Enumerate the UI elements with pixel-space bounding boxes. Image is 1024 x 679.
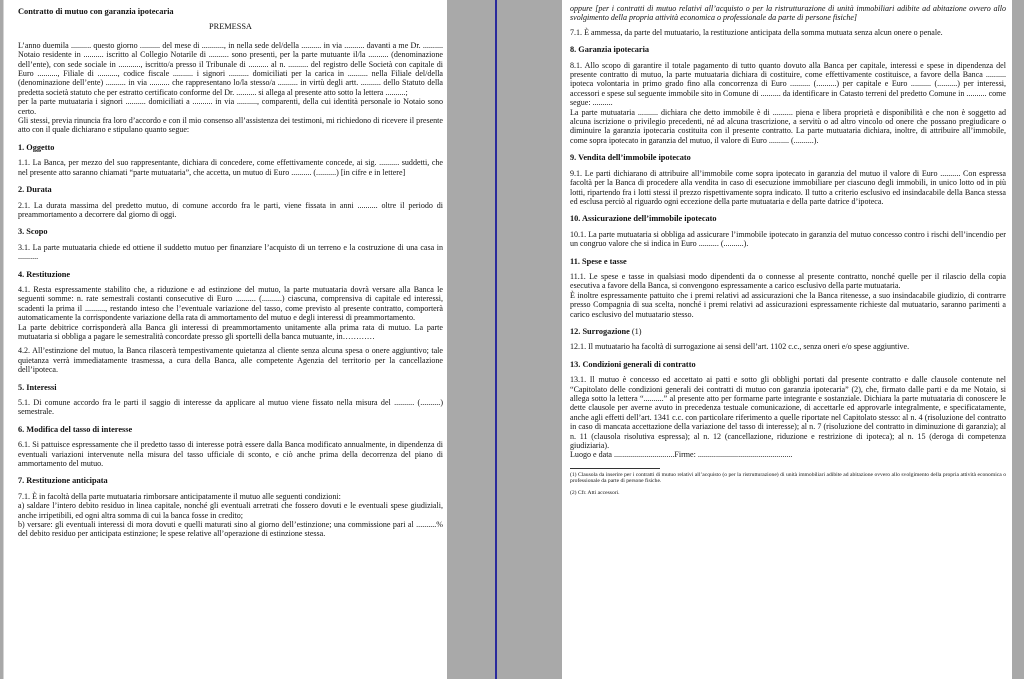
premessa-paragraph: Gli stessi, previa rinuncia fra loro d’accordo e con il mio consenso all’assistenza dei testimoni, mi richiedono di ricevere il presente atto con il quale dichiarano e stipulano quanto segue: [18,116,443,135]
section-heading-durata: 2. Durata [18,185,52,195]
section-paragraph: 5.1. Di comune accordo fra le parti il saggio di interesse da applicare al mutuo viene fissato nella misura del .......... (..........) semestrale. [18,398,443,417]
premessa-paragraph: per la parte mutuataria i signori .......... domiciliati a .......... in via .........., comparenti, della cui identità personale io Notaio sono certo. [18,97,443,116]
section-paragraph: La parte debitrice corrisponderà alla Banca gli interessi di preammortamento unitamente alla prima rata di mutuo. La parte mutuataria si obbliga a pagare le semestralità concordate presso gli sportelli della banca mutuante, in………… [18,322,443,341]
section-paragraph: 8.1. Allo scopo di garantire il totale pagamento di tutto quanto dovuto alla Banca per capitale, interessi e spese in dipendenza del presente contratto di mutuo, la parte mutuataria dichiara di costituire, come effettivamente costituisce, a favore della Banca .......... ipoteca volontaria in primo grado fino alla concorrenza di Euro .......... (..........) per capitale e Euro .......... (..........) per interessi, accessori e spese sul seguente immobile sito in Comune di .......... da identificare in Catasto terreni del predetto Comune in .......... come segue: .......... [570,60,1006,108]
premessa-paragraph: L’anno duemila .......... questo giorno .......... del mese di ..........., in nella sede del/della .......... in via .......... davanti a me Dr. .......... Notaio residente in .......... iscritto al Collegio Notarile di .......... sono presenti, per la parte mutuante il/la .......... (denominazione dell’ente), con sede sociale in ..........., iscritto/a presso il Tribunale di .......... al n. .......... del registro delle Società con capitale di Euro .........., Filiale di .........., codice fiscale .......... i signori .......... domiciliati per la carica in .......... nella Filiale del/della (denominazione dell’ente) .......... in via .......... che rappresentano lo/la stesso/a .......... in virtù degli artt. .......... dello Statuto della predetta società statuto che per estratto certificato conforme del Dr. .......... si allega al presente atto sotto la lettera ..........; [18,40,443,97]
document-page-left [6,0,447,679]
section-heading-scopo: 3. Scopo [18,227,48,237]
section-paragraph: 13.1. Il mutuo è concesso ed accettato ai patti e sotto gli obblighi portati dal presente contratto e dalle clausole contenute nel “Capitolato delle condizioni generali dei contratti di mutuo con garanzia ipotecaria” (2), che, firmato dalle parti e da me Notaio, si allega sotto la lettera “..........” al presente atto per formarne parte integrante e sostanziale. Dichiara la parte mutuataria di conoscere le dette clausole per averne avuto in precedenza testuale comunicazione, di accettarle ed approvarle integralmente, e specificatamente, anche agli effetti dell’art. 1341 c.c. con particolare riferimento a quelle riportate nel Capitolato stesso: al n. 4 (risoluzione del contratto in caso di mancata accettazione della variazione del tasso di interesse); al n. 7 (risoluzione del contratto in diminuzione di garanzia); al n. 11 (clausola risolutiva espressa); al n. 12 (cancellazione, riduzione e restrizione di ipoteca); al n. 15 (deroga di competenza giudiziaria). [570,375,1006,451]
document-page-right [562,0,1012,679]
section-heading-condizioni: 13. Condizioni generali di contratto [570,359,696,369]
intro-paragraph: 7.1. È ammessa, da parte del mutuatario, la restituzione anticipata della somma mutuata senza alcun onere o penale. [570,27,943,37]
footnote-ref: (1) [629,326,642,336]
section-list-item: b) versare: gli eventuali interessi di mora dovuti e quelli maturati sino al giorno dell’estinzione; una commissione pari al ..........% del debito residuo per anticipata estinzione; le spese relative all’operazione di estinzione stessa. [18,520,443,539]
split-divider[interactable] [495,0,497,679]
viewer-background-right [1012,0,1024,679]
footnote: (1) Clausola da inserire per i contratti di mutuo relativi all’acquisto (o per la ristrutturazione) di unità immobiliari adibite ad abitazione ovvero allo svolgimento della propria attività economica o professionale da parte di persone fisiche. [570,471,1006,485]
section-paragraph: La parte mutuataria .......... dichiara che detto immobile è di .......... piena e libera proprietà e disponibilità e che non è soggetto ad alcuna iscrizione o privilegio precedenti, né ad alcuna trascrizione, a servitù o ad altro vincolo od onere che possano pregiudicare o diminuire la garanzia ipotecaria costituita con il presente contratto. La parte mutuataria dichiara, inoltre, di attribuire all’immobile, come sopra ipotecato in garanzia del mutuo, il valore di Euro .......... (..........). [570,107,1006,145]
section-paragraph: 6.1. Si pattuisce espressamente che il predetto tasso di interesse potrà essere dalla Banca modificato annualmente, in dipendenza di eventuali variazioni intervenute nella misura del tasso ufficiale di sconto, e ciò anche prima della decorrenza del piano di ammortamento del mutuo. [18,440,443,469]
section-heading-spese-tasse: 11. Spese e tasse [570,256,627,266]
section-paragraph: 11.1. Le spese e tasse in qualsiasi modo dipendenti da o connesse al presente contratto, nonché quelle per il rilascio della copia esecutiva a favore della Banca, si convengono espressamente a carico esclusivo della parte mutuataria. [570,271,1006,291]
section-heading-vendita: 9. Vendita dell’immobile ipotecato [570,153,691,163]
footnote-separator [570,468,660,469]
section-paragraph: 12.1. Il mutuatario ha facoltà di surrogazione ai sensi dell’art. 1102 c.c., senza oneri e/o spese aggiuntive. [570,342,910,352]
section-list-item: a) saldare l’intero debito residuo in linea capitale, nonché gli eventuali arretrati che fossero dovuti e le eventuali spese giudiziali, anche irripetibili, ed ogni altra somma di cui la banca fosse in credito; [18,501,443,520]
viewer-background-middle [447,0,562,679]
surrogazione-title: 12. Surrogazione [570,326,630,336]
page-edge [3,0,4,679]
section-heading-interessi: 5. Interessi [18,382,57,392]
section-paragraph: 4.2. All’estinzione del mutuo, la Banca rilascerà tempestivamente quietanza al cliente senza alcuna spesa o onere aggiuntivo; tale quietanza verrà immediatamente trasmessa, a cura della Banca, alle competente Agenzia del territorio per la cancellazione dell’ipoteca. [18,346,443,375]
section-heading-surrogazione [570,327,1006,336]
section-heading-restituzione-anticipata: 7. Restituzione anticipata [18,476,108,486]
section-paragraph: 7.1. È in facoltà della parte mutuataria rimborsare anticipatamente il mutuo alle seguenti condizioni: [18,491,341,501]
section-heading-restituzione: 4. Restituzione [18,269,71,279]
section-paragraph: 10.1. La parte mutuataria si obbliga ad assicurare l’immobile ipotecato in garanzia del mutuo concesso contro i rischi dell’incendio per un congruo valore che si indica in Euro .......... (..........). [570,229,1006,249]
section-paragraph: 9.1. Le parti dichiarano di attribuire all’immobile come sopra ipotecato in garanzia del mutuo il valore di Euro .......... Con espressa facoltà per la Banca di procedere alla vendita in caso di esecuzione immobiliare per ciascuno degli immobili, in unico lotto od in più lotti, ripartendo fra i lotti stessi il prezzo rispettivamente sopra indicato. Il tutto a criterio esclusivo ed insindacabile della Banca stessa ed esclusa perciò al riguardo ogni eccezione della parte mutuataria e della parte datrice d’ipoteca. [570,168,1006,206]
section-paragraph: 1.1. La Banca, per mezzo del suo rappresentante, dichiara di concedere, come effettivamente concede, ai sig. .......... suddetti, che nel presente atto saranno chiamati “parte mutuataria”, che accetta, un mutuo di Euro .......... (..........) [in cifre e in lettere] [18,158,443,177]
section-heading-modifica-tasso: 6. Modifica del tasso di interesse [18,424,133,434]
section-heading-garanzia: 8. Garanzia ipotecaria [570,45,650,55]
section-heading-oggetto: 1. Oggetto [18,142,55,152]
document-title: Contratto di mutuo con garanzia ipotecaria [18,7,174,16]
intro-italic-note: oppure [per i contratti di mutuo relativi all’acquisto o per la ristrutturazione di unità immobiliari adibite ad abitazione ovvero allo svolgimento della propria attività economica o professionale da parte di persone fisiche] [570,4,1006,23]
footnote: (2) Cfr. Atti accessori. [570,489,620,496]
signature-line: Luogo e data ..............................Firme: ............................................... [570,450,793,460]
section-paragraph: 3.1. La parte mutuataria chiede ed ottiene il suddetto mutuo per finanziare l’acquisto di un terreno e la costruzione di una casa in .......... [18,242,443,262]
section-heading-assicurazione: 10. Assicurazione dell’immobile ipotecato [570,214,717,224]
premessa-heading: PREMESSA [209,22,252,32]
section-paragraph: È inoltre espressamente pattuito che i premi relativi ad assicurazioni che la Banca ritenesse, a suo insindacabile giudizio, di contrarre presso Compagnia di sua scelta, nonché i premi relativi ad assicurazioni espressamente richieste dal mutuatario, saranno parimenti a carico esclusivo del mutuatario stesso. [570,290,1006,319]
section-paragraph: 4.1. Resta espressamente stabilito che, a riduzione e ad estinzione del mutuo, la parte mutuataria dovrà versare alla Banca le seguenti somme: n. rate semestrali costanti consecutive di Euro .......... (..........) ciascuna, comprensiva di capitale ed interessi, scadenti la prima il .........., restando inteso che l’eventuale variazione del tasso, come previsto al presente contratto, comporterà automaticamente la corrispondente variazione della rata di ammortamento del mutuo e degli interessi di preammortamento. [18,284,443,323]
section-paragraph: 2.1. La durata massima del predetto mutuo, di comune accordo fra le parti, viene fissata in anni .......... oltre il periodo di preammortamento a decorrere dal giorno di oggi. [18,200,443,219]
